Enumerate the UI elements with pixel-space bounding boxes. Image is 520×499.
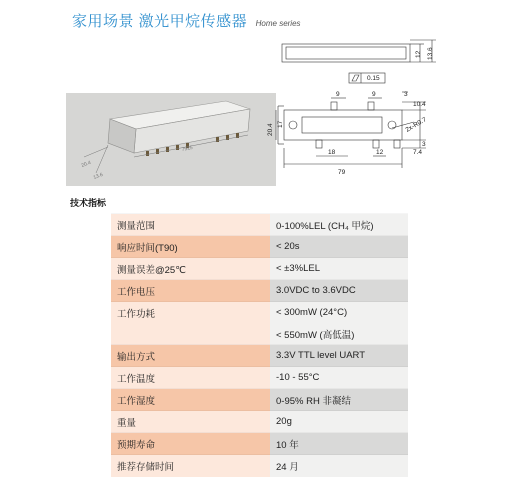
table-row xyxy=(111,280,408,302)
spec-label: 工作功耗 xyxy=(111,302,270,324)
spec-value: 3.0VDC to 3.6VDC xyxy=(270,280,408,302)
dimension-drawing xyxy=(267,36,446,186)
dim-flatness: 0.15 xyxy=(367,75,380,82)
table-row xyxy=(111,345,408,367)
table-row xyxy=(111,411,408,433)
dim-3: 3 xyxy=(404,91,408,98)
spec-value: 3.3V TTL level UART xyxy=(270,345,408,367)
spec-value: 0-95% RH 非凝结 xyxy=(270,389,408,411)
page-title xyxy=(72,10,301,31)
svg-text:79±5: 79±5 xyxy=(181,144,194,153)
spec-value: 20g xyxy=(270,411,408,433)
table-row xyxy=(111,236,408,258)
table-row xyxy=(111,302,408,324)
svg-text:20.4: 20.4 xyxy=(80,159,92,169)
spec-label: 测量范围 xyxy=(111,214,270,236)
dim-13-6: 13.6 xyxy=(427,47,434,60)
dim-12b: 12 xyxy=(376,149,384,156)
spec-value: -10 - 55°C xyxy=(270,367,408,389)
product-photo xyxy=(66,93,276,186)
svg-text:13.6: 13.6 xyxy=(92,171,104,181)
dim-3b: 3 xyxy=(422,141,426,148)
spec-label: 预期寿命 xyxy=(111,433,270,455)
table-row xyxy=(111,455,408,477)
table-row xyxy=(111,324,408,345)
spec-label: 工作电压 xyxy=(111,280,270,302)
spec-label: 响应时间(T90) xyxy=(111,236,270,258)
spec-value: < 20s xyxy=(270,236,408,258)
spec-value: < 300mW (24°C) xyxy=(270,302,408,324)
table-row xyxy=(111,258,408,280)
dim-9a: 9 xyxy=(336,91,340,98)
spec-label xyxy=(111,324,270,345)
spec-value: 10 年 xyxy=(270,433,408,455)
section-title: 技术指标 xyxy=(70,198,107,208)
title-chinese: 家用场景 激光甲烷传感器 xyxy=(72,13,248,30)
spec-value: 24 月 xyxy=(270,455,408,477)
spec-label: 输出方式 xyxy=(111,345,270,367)
table-row xyxy=(111,367,408,389)
spec-label: 重量 xyxy=(111,411,270,433)
spec-label: 测量误差@25℃ xyxy=(111,258,270,280)
dim-18: 18 xyxy=(328,149,336,156)
table-row xyxy=(111,389,408,411)
dim-9b: 9 xyxy=(372,91,376,98)
spec-value: < ±3%LEL xyxy=(270,258,408,280)
dim-hole: 2x-R0.7 xyxy=(404,116,428,134)
sensor-illustration xyxy=(66,93,276,186)
dim-10-4: 10.4 xyxy=(413,101,426,108)
dim-7-4: 7.4 xyxy=(413,149,423,156)
dim-12: 12 xyxy=(415,50,422,58)
table-row xyxy=(111,214,408,236)
dim-79: 79 xyxy=(338,169,346,176)
spec-value: < 550mW (高低温) xyxy=(270,324,408,345)
dim-17: 17 xyxy=(277,120,284,128)
title-english: Home series xyxy=(255,19,301,28)
spec-label: 工作温度 xyxy=(111,367,270,389)
spec-value: 0-100%LEL (CH₄ 甲烷) xyxy=(270,214,408,236)
spec-label: 工作湿度 xyxy=(111,389,270,411)
spec-label: 推荐存储时间 xyxy=(111,455,270,477)
spec-table xyxy=(111,213,408,477)
table-row xyxy=(111,433,408,455)
dim-20-4: 20.4 xyxy=(267,123,274,136)
